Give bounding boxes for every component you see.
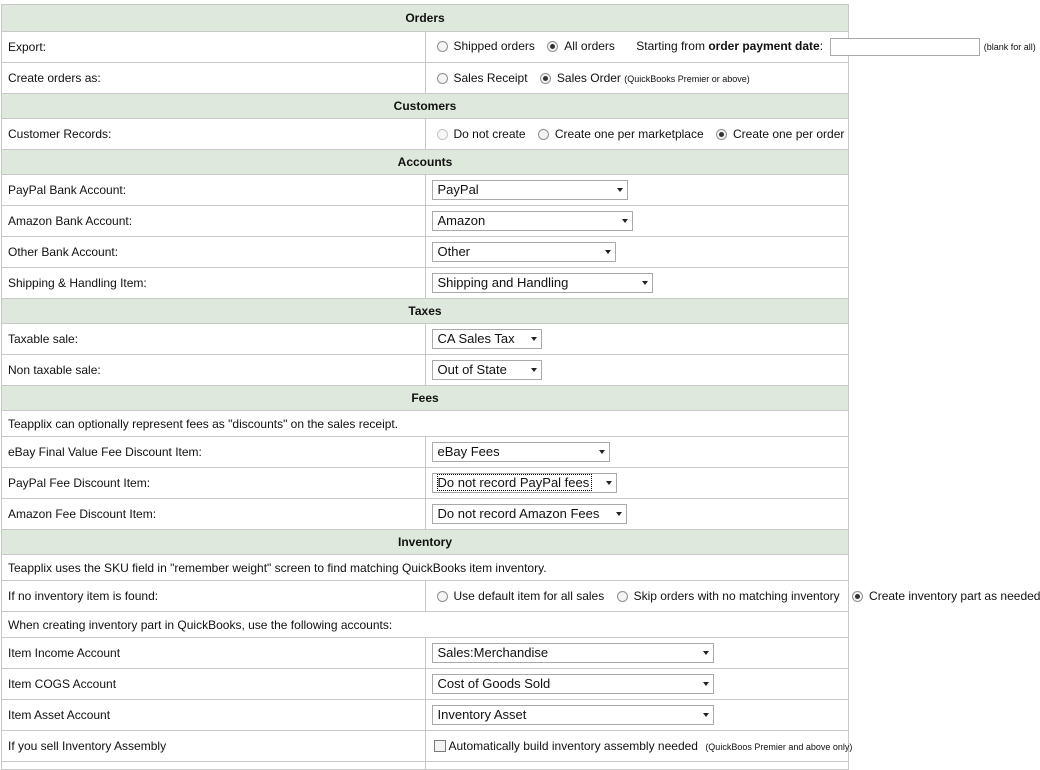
- chevron-down-icon: [617, 188, 623, 192]
- select-value: Amazon: [437, 213, 486, 228]
- row-asset-account: [2, 700, 849, 731]
- row-accounts-note: [2, 612, 849, 638]
- row-non-taxable-sale: [2, 355, 849, 386]
- sales-order-label: Sales Order: [556, 71, 621, 85]
- select-value: Other: [437, 244, 471, 259]
- create-part-label: Create inventory part as needed: [869, 589, 1040, 603]
- select-value: CA Sales Tax: [437, 331, 515, 346]
- asset-account-select[interactable]: [432, 705, 714, 725]
- sales-order-radio[interactable]: [540, 73, 551, 84]
- inventory-accounts-note: When creating inventory part in QuickBooks, use the following accounts:: [2, 612, 849, 638]
- chevron-down-icon: [703, 651, 709, 655]
- spacer-cell: [2, 762, 426, 770]
- amazon-fee-select[interactable]: [432, 504, 627, 524]
- row-spacer: [2, 762, 849, 770]
- section-accounts-header: [2, 150, 849, 175]
- export-options: [425, 32, 1036, 63]
- row-taxable-sale: [2, 324, 849, 355]
- chevron-down-icon: [703, 713, 709, 717]
- section-taxes-header: [2, 299, 849, 324]
- section-customers-header: [2, 94, 849, 119]
- section-title: Orders: [405, 11, 445, 25]
- shipping-item-label: Shipping & Handling Item:: [2, 268, 426, 299]
- settings-table: [1, 4, 1040, 770]
- asset-account-label: Item Asset Account: [2, 700, 426, 731]
- per-marketplace-label: Create one per marketplace: [554, 127, 704, 141]
- section-title: Taxes: [408, 304, 442, 318]
- chevron-down-icon: [616, 512, 622, 516]
- select-value: Sales:Merchandise: [437, 645, 549, 660]
- cogs-account-label: Item COGS Account: [2, 669, 426, 700]
- paypal-fee-select[interactable]: [432, 473, 617, 493]
- row-amazon-fee: [2, 499, 849, 530]
- colon-text: :: [819, 39, 824, 54]
- row-create-orders: [2, 63, 849, 94]
- amazon-bank-select[interactable]: [432, 211, 633, 231]
- inventory-note: Teapplix uses the SKU field in "remember weight" screen to find matching QuickBooks item inventory.: [2, 555, 849, 581]
- sales-receipt-label: Sales Receipt: [453, 71, 528, 85]
- default-item-label: Use default item for all sales: [453, 589, 605, 603]
- shipping-item-select[interactable]: [432, 273, 653, 293]
- row-paypal-fee: [2, 468, 849, 499]
- skip-orders-radio[interactable]: [617, 591, 628, 602]
- income-account-label: Item Income Account: [2, 638, 426, 669]
- section-title: Customers: [393, 99, 457, 113]
- sales-receipt-radio[interactable]: [437, 73, 448, 84]
- select-value: Do not record PayPal fees: [437, 475, 590, 490]
- section-orders-header: [2, 5, 849, 32]
- auto-build-label: Automatically build inventory assembly needed: [448, 739, 698, 753]
- per-marketplace-radio[interactable]: [538, 129, 549, 140]
- customer-records-label: Customer Records:: [2, 119, 426, 150]
- chevron-down-icon: [642, 281, 648, 285]
- amazon-fee-label: Amazon Fee Discount Item:: [2, 499, 426, 530]
- per-order-label: Create one per order: [732, 127, 845, 141]
- chevron-down-icon: [606, 481, 612, 485]
- select-value: Do not record Amazon Fees: [437, 506, 600, 521]
- chevron-down-icon: [531, 368, 537, 372]
- chevron-down-icon: [605, 250, 611, 254]
- row-export: [2, 32, 849, 63]
- select-value: Inventory Asset: [437, 707, 527, 722]
- taxable-sale-select[interactable]: [432, 329, 542, 349]
- export-all-label: All orders: [564, 39, 615, 54]
- export-label: Export:: [2, 32, 426, 63]
- row-inventory-assembly: [2, 731, 849, 762]
- select-value: Out of State: [437, 362, 507, 377]
- default-item-radio[interactable]: [437, 591, 448, 602]
- spacer-cell: [425, 762, 849, 770]
- blank-note: (blank for all): [983, 42, 1036, 53]
- select-value: Cost of Goods Sold: [437, 676, 551, 691]
- row-fees-note: [2, 411, 849, 437]
- paypal-bank-select[interactable]: [432, 180, 628, 200]
- cogs-account-select[interactable]: [432, 674, 714, 694]
- create-part-radio[interactable]: [852, 591, 863, 602]
- auto-build-checkbox[interactable]: [434, 740, 446, 752]
- row-ebay-fee: [2, 437, 849, 468]
- row-inventory-note: [2, 555, 849, 581]
- taxable-sale-label: Taxable sale:: [2, 324, 426, 355]
- section-title: Fees: [411, 391, 439, 405]
- other-bank-label: Other Bank Account:: [2, 237, 426, 268]
- starting-from-text: Starting from: [636, 39, 705, 54]
- customer-records-options: [425, 119, 849, 150]
- paypal-bank-label: PayPal Bank Account:: [2, 175, 426, 206]
- do-not-create-radio[interactable]: [437, 129, 448, 140]
- chevron-down-icon: [703, 682, 709, 686]
- section-fees-header: [2, 386, 849, 411]
- chevron-down-icon: [599, 450, 605, 454]
- row-paypal-bank: [2, 175, 849, 206]
- ebay-fee-label: eBay Final Value Fee Discount Item:: [2, 437, 426, 468]
- export-all-radio[interactable]: [547, 41, 558, 52]
- skip-orders-label: Skip orders with no matching inventory: [633, 589, 840, 603]
- do-not-create-label: Do not create: [453, 127, 526, 141]
- other-bank-select[interactable]: [432, 242, 616, 262]
- non-taxable-sale-label: Non taxable sale:: [2, 355, 426, 386]
- export-shipped-label: Shipped orders: [453, 39, 535, 54]
- income-account-select[interactable]: [432, 643, 714, 663]
- premier-note: (QuickBooks Premier or above): [624, 74, 750, 84]
- section-title: Accounts: [397, 155, 453, 169]
- no-inventory-options: [425, 581, 1040, 612]
- per-order-radio[interactable]: [716, 129, 727, 140]
- paypal-fee-label: PayPal Fee Discount Item:: [2, 468, 426, 499]
- row-other-bank: [2, 237, 849, 268]
- inventory-assembly-label: If you sell Inventory Assembly: [2, 731, 426, 762]
- row-amazon-bank: [2, 206, 849, 237]
- chevron-down-icon: [531, 337, 537, 341]
- amazon-bank-label: Amazon Bank Account:: [2, 206, 426, 237]
- row-shipping-item: [2, 268, 849, 299]
- fees-note: Teapplix can optionally represent fees as "discounts" on the sales receipt.: [2, 411, 849, 437]
- assembly-premier-note: (QuickBoos Premier and above only): [705, 742, 853, 752]
- row-cogs-account: [2, 669, 849, 700]
- export-shipped-radio[interactable]: [437, 41, 448, 52]
- row-no-inventory: [2, 581, 849, 612]
- create-orders-label: Create orders as:: [2, 63, 426, 94]
- no-inventory-label: If no inventory item is found:: [2, 581, 426, 612]
- select-value: eBay Fees: [437, 444, 500, 459]
- order-payment-date-text: order payment date: [708, 39, 820, 54]
- non-taxable-sale-select[interactable]: [432, 360, 542, 380]
- ebay-fee-select[interactable]: [432, 442, 610, 462]
- select-value: Shipping and Handling: [437, 275, 569, 290]
- create-orders-options: [425, 63, 849, 94]
- select-value: PayPal: [437, 182, 479, 197]
- section-inventory-header: [2, 530, 849, 555]
- row-customer-records: [2, 119, 849, 150]
- chevron-down-icon: [622, 219, 628, 223]
- order-payment-date-input[interactable]: [830, 38, 980, 56]
- row-income-account: [2, 638, 849, 669]
- section-title: Inventory: [397, 535, 452, 549]
- inventory-assembly-options: [425, 731, 853, 762]
